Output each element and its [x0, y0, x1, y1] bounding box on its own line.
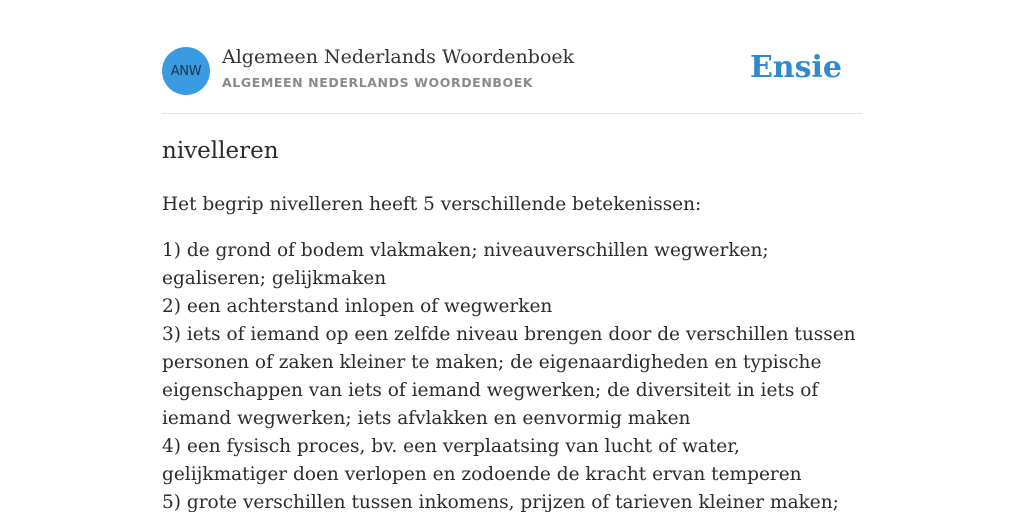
source-logo[interactable] — [162, 47, 210, 95]
headword: nivelleren — [162, 138, 279, 164]
definition-item: 2) een achterstand inlopen of wegwerken — [162, 296, 553, 317]
definition-item: 1) de grond of bodem vlakmaken; niveauverschillen wegwerken; egaliseren; gelijkmaken — [162, 240, 769, 289]
source-header — [162, 0, 862, 114]
source-logo-text: ANW — [170, 63, 202, 79]
definition-item: 4) een fysisch proces, bv. een verplaatsing van lucht of water, gelijkmatiger doen verlopen en zodoende de kracht ervan temperen — [162, 436, 802, 485]
definitions-list — [162, 237, 862, 512]
definition-item: 3) iets of iemand op een zelfde niveau brengen door de verschillen tussen personen of zaken kleiner te maken; de eigenaardigheden en typische eigenschappen van iets of iemand wegwerken; de diversiteit in iets of iemand wegwerken; iets afvlakken en eenvormig maken — [162, 324, 856, 429]
ensie-logo-link[interactable]: Ensie — [749, 50, 842, 85]
definition-item: 5) grote verschillen tussen inkomens, prijzen of tarieven kleiner maken; — [162, 492, 839, 512]
source-title[interactable]: Algemeen Nederlands Woordenboek — [222, 46, 575, 68]
entry-intro: Het begrip nivelleren heeft 5 verschillende betekenissen: — [162, 194, 702, 215]
source-subtitle: ALGEMEEN NEDERLANDS WOORDENBOEK — [222, 75, 534, 90]
content-column — [162, 0, 862, 512]
